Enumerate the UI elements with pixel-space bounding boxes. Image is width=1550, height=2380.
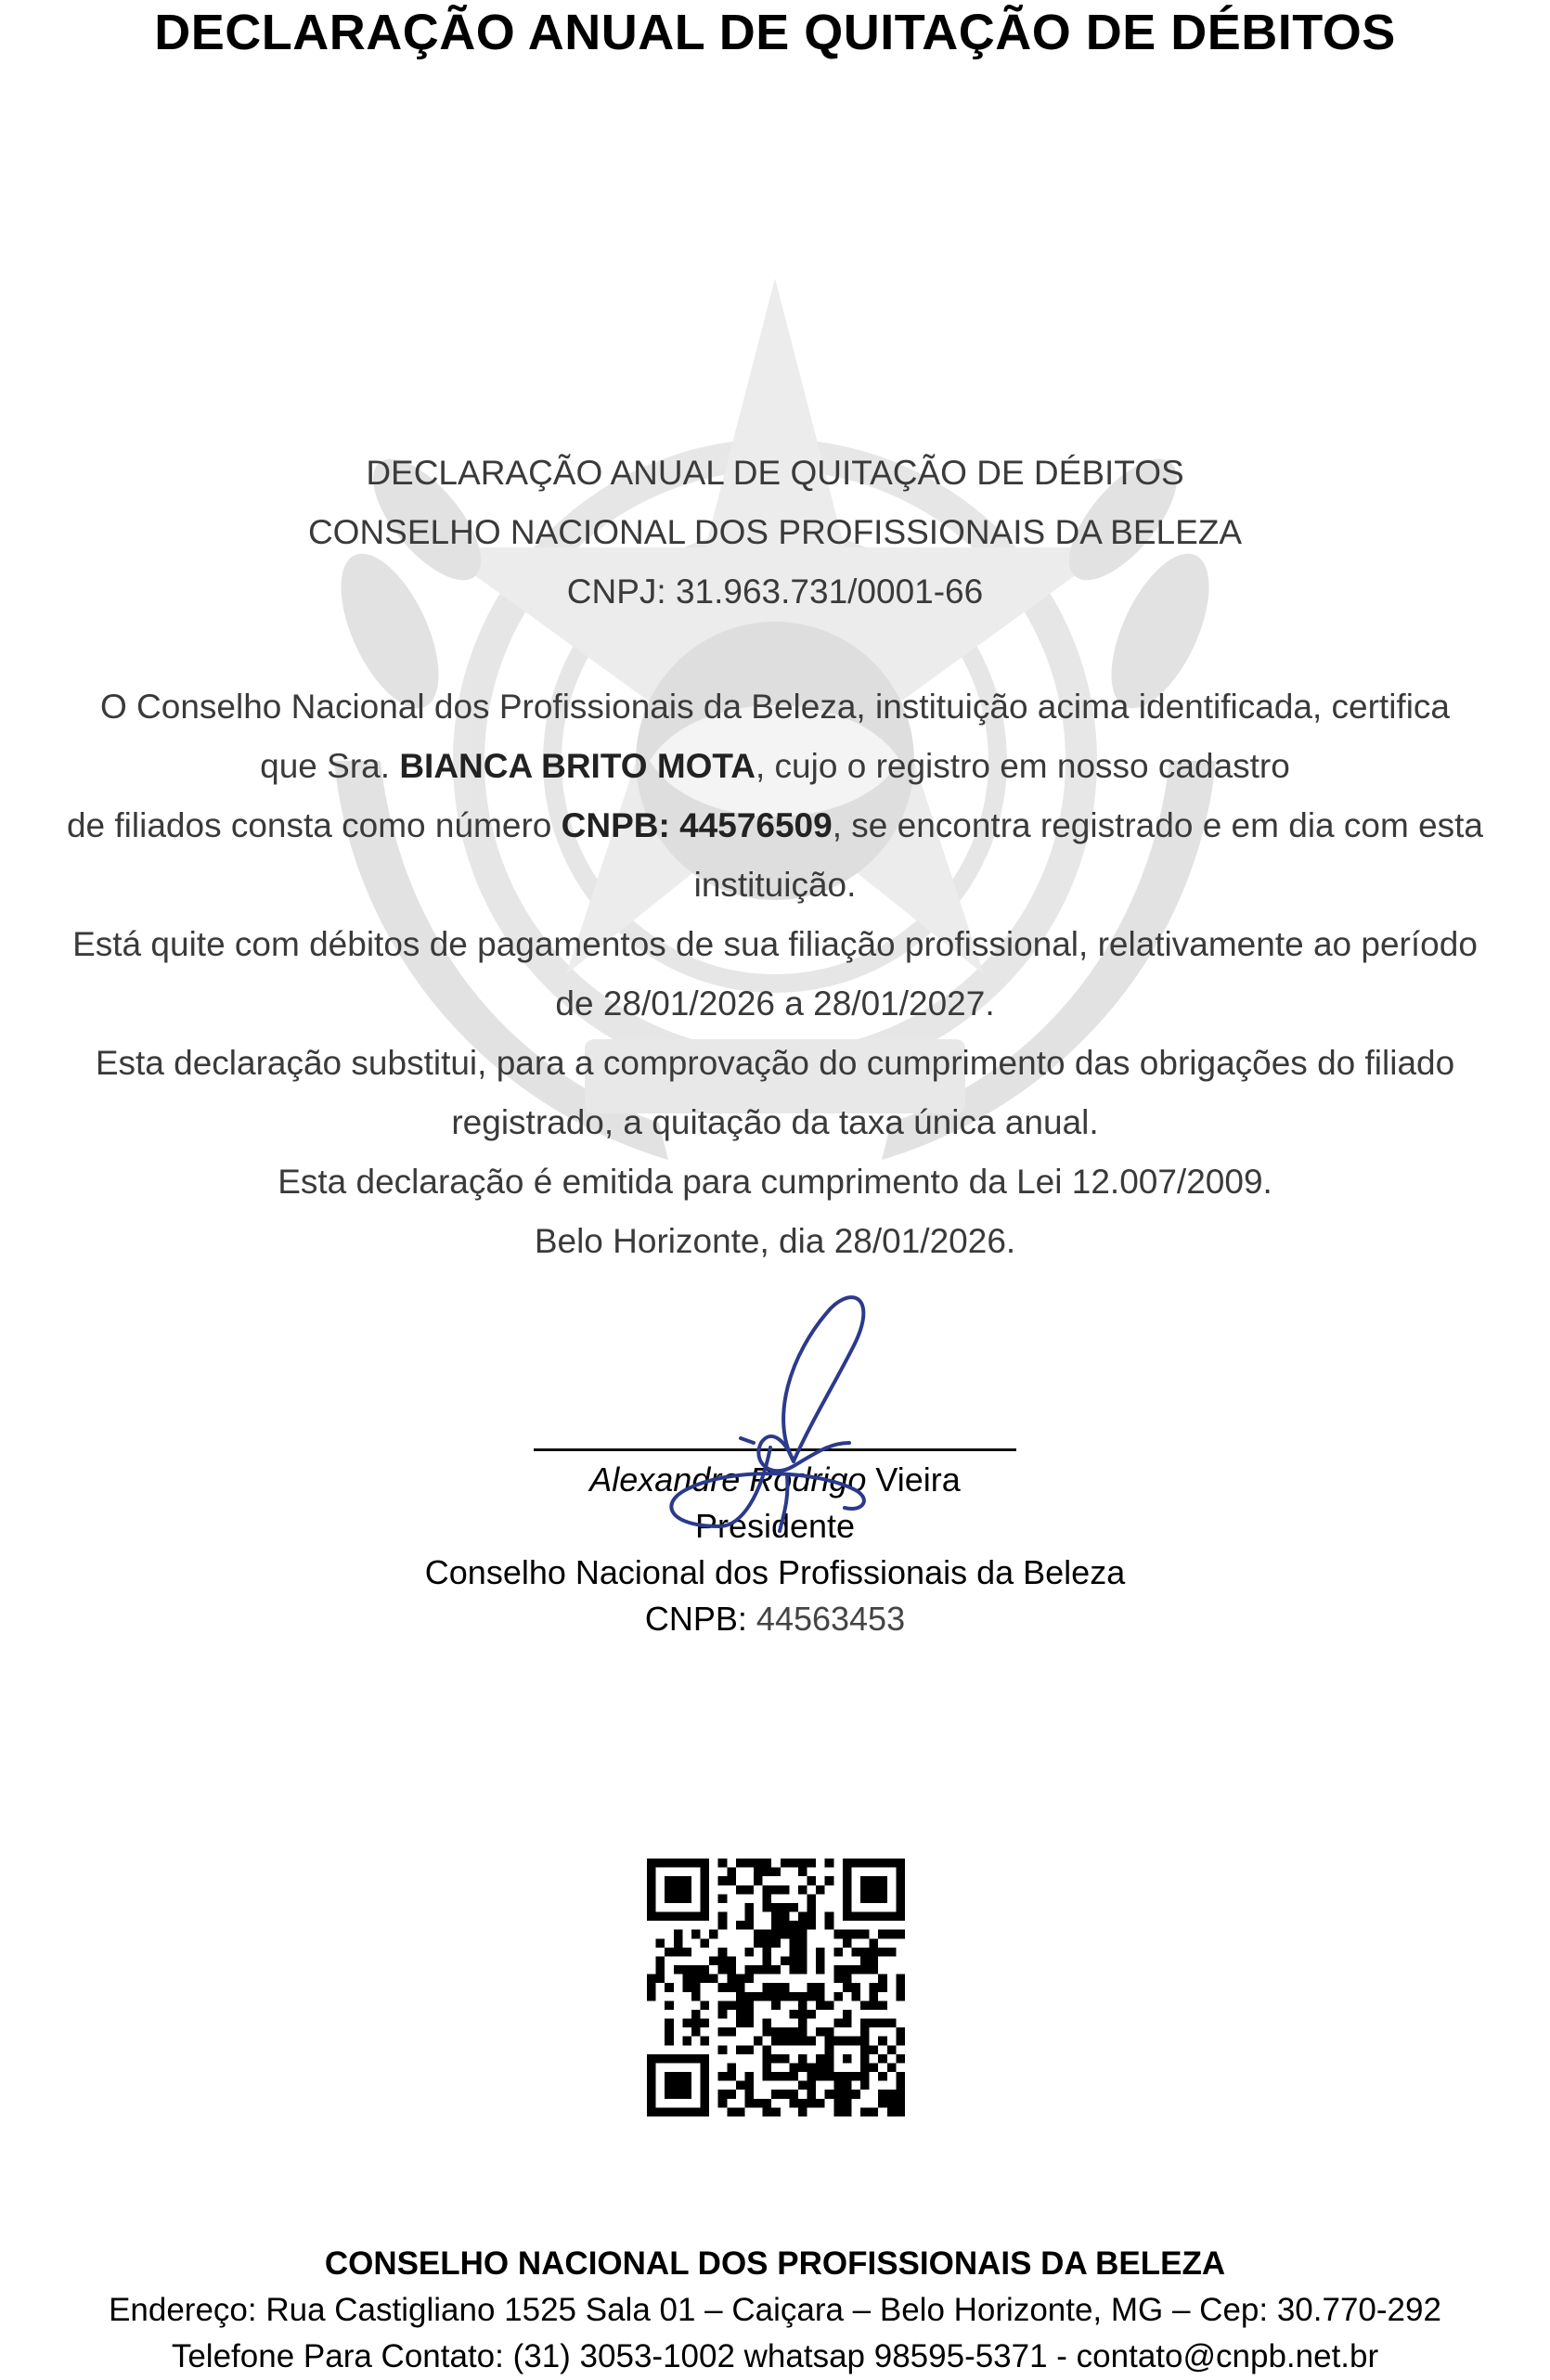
qr-code-icon (647, 1859, 905, 2116)
footer-org: CONSELHO NACIONAL DOS PROFISSIONAIS DA BELEZA (324, 2245, 1226, 2282)
body-line-date: Belo Horizonte, dia 28/01/2026. (534, 1222, 1016, 1260)
body-line: Esta declaração substitui, para a comprovação do cumprimento das obrigações do filiado (95, 1044, 1455, 1082)
body-line: Está quite com débitos de pagamentos de sua filiação profissional, relativamente ao período (72, 925, 1478, 963)
member-name: BIANCA BRITO MOTA (399, 747, 756, 785)
body-line-period: de 28/01/2026 a 28/01/2027. (555, 984, 995, 1023)
signer-cnpb-value: 44563453 (756, 1600, 906, 1638)
body-line-number (0, 796, 1550, 856)
body-text: , se encontra registrado e em dia com esta (832, 806, 1484, 844)
body-text: de filiados consta como número (66, 806, 562, 844)
member-number: CNPB: 44576509 (561, 806, 833, 844)
body-line: O Conselho Nacional dos Profissionais da Beleza, instituição acima identificada, certifica (99, 688, 1451, 726)
footer (0, 2241, 1550, 2380)
header-line-title: DECLARAÇÃO ANUAL DE QUITAÇÃO DE DÉBITOS (366, 454, 1184, 492)
body-text: que Sra. (260, 747, 400, 785)
body-line-law: Esta declaração é emitida para cumprimento da Lei 12.007/2009. (278, 1163, 1272, 1201)
handwritten-signature-icon (631, 1280, 928, 1559)
footer-address: Endereço: Rua Castigliano 1525 Sala 01 – Caiçara – Belo Horizonte, MG – Cep: 30.770-292 (109, 2292, 1441, 2328)
signer-name-italic: Alexandre Rodrigo (589, 1460, 867, 1499)
body-line: instituição. (693, 866, 857, 904)
declaration-header (0, 444, 1550, 622)
header-line-cnpj: CNPJ: 31.963.731/0001-66 (566, 572, 984, 611)
page-title: DECLARAÇÃO ANUAL DE QUITAÇÃO DE DÉBITOS (154, 5, 1396, 60)
signer-cnpb-label: CNPB: (644, 1600, 756, 1638)
footer-contact: Telefone Para Contato: (31) 3053-1002 whatsap 98595-5371 - contato@cnpb.net.br (171, 2338, 1379, 2374)
body-line: registrado, a quitação da taxa única anual. (451, 1103, 1099, 1141)
header-line-org: CONSELHO NACIONAL DOS PROFISSIONAIS DA BELEZA (307, 513, 1243, 551)
declaration-body (0, 677, 1550, 1271)
signer-name-rest: Vieira (866, 1460, 961, 1499)
body-text: , cujo o registro em nosso cadastro (756, 747, 1290, 785)
signer-org: Conselho Nacional dos Profissionais da Beleza (424, 1553, 1126, 1591)
body-line-member (0, 737, 1550, 796)
signer-role: Presidente (694, 1507, 856, 1545)
signer-cnpb (0, 1596, 1550, 1642)
